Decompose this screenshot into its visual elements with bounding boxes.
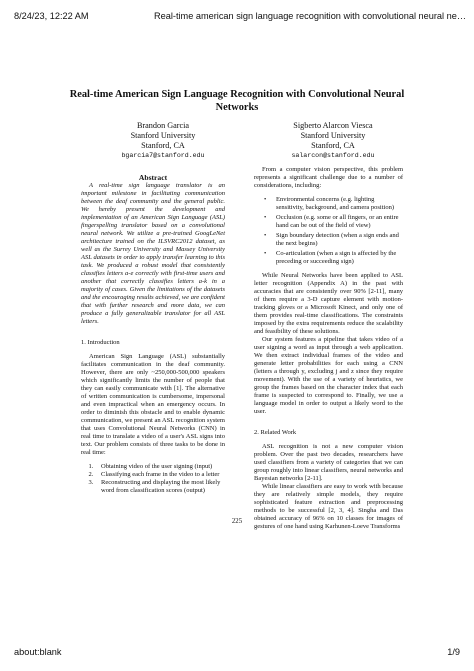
section-heading-introduction: 1. Introduction	[81, 339, 120, 346]
author-block	[258, 121, 408, 161]
intro-paragraph: While Neural Networks have been applied to ASL letter recognition (Appendix A) in the past with accuracies that are consistently over 90% [2-11], many of them require a 3-D capture element with motion-tracking gloves or a Microsoft Kinect, and only one of them provides real-time classifications. The constraints imposed by the extra requirements reduce the scalability and feasibility of these solutions.	[254, 272, 403, 335]
author-block	[88, 121, 238, 161]
abstract-text: A real-time sign language translator is an important milestone in facilitating communication between the deaf community and the general public. We hereby present the development and implementation of an American Sign Language (ASL) fingerspelling translator based on a convolutional neural network. We utilize a pre-trained GoogLeNet architecture trained on the ILSVRC2012 dataset, as well as the Surrey University and Massey University ASL datasets in order to apply transfer learning to this task. We produced a robust model that consistently classifies letters a-e correctly with first-time users and another that correctly classifies letters a-k in a majority of cases. Given the limitations of the datasets and the encouraging results achieved, we are confident that with further research and more data, we can produce a fully generalizable translator for all ASL letters.	[81, 182, 225, 325]
left-column	[81, 174, 225, 495]
related-work-paragraph: ASL recognition is not a new computer vision problem. Over the past two decades, researchers have used classifiers from a variety of categories that we can group roughly into linear classifiers, neural networks and Bayesian networks [2-11].	[254, 443, 403, 482]
browser-print-header	[14, 11, 467, 23]
author-name: Brandon Garcia	[136, 121, 190, 130]
author-name: Sigberto Alarcon Viesca	[293, 121, 373, 130]
author-affiliation: Stanford University	[130, 131, 196, 140]
bullet-icon: •	[264, 232, 267, 239]
abstract-heading: Abstract	[138, 173, 168, 182]
bullet-icon: •	[264, 196, 267, 203]
right-column	[254, 166, 403, 531]
author-location: Stanford, CA	[141, 141, 185, 150]
consideration-item: • Occlusion (e.g. some or all fingers, or an entire hand can be out of the field of view)	[264, 214, 399, 229]
consideration-item: • Environmental concerns (e.g. lighting sensitivity, background, and camera position)	[264, 196, 394, 211]
author-location: Stanford, CA	[311, 141, 355, 150]
browser-print-footer	[14, 647, 460, 659]
author-email: bgarcia7@stanford.edu	[121, 152, 205, 159]
author-email: salarcon@stanford.edu	[291, 152, 375, 159]
print-datetime: 8/24/23, 12:22 AM	[14, 11, 89, 21]
print-page-title: Real-time american sign language recognition with convolutional neural ne…	[154, 11, 467, 21]
intro-paragraph: From a computer vision perspective, this problem represents a significant challenge due to a number of considerations, including:	[254, 166, 403, 189]
intro-paragraph: American Sign Language (ASL) substantially facilitates communication in the deaf community. However, there are only ~250,000-500,000 speakers which significantly limits the number of people that they can easily communicate with [1]. The alternative of written communication is cumbersome, impersonal and even impractical when an emergency occurs. In order to diminish this obstacle and to enable dynamic communication, we present an ASL recognition system that uses Convolutional Neural Networks (CNN) in real time to translate a video of a user's ASL signs into text. Our problem consists of three tasks to be done in real time:	[81, 353, 225, 456]
paper-title: Real-time American Sign Language Recognition with Convolutional Neural Networks	[69, 89, 405, 113]
bullet-icon: •	[264, 214, 267, 221]
section-heading-related-work: 2. Related Work	[254, 429, 297, 436]
author-affiliation: Stanford University	[300, 131, 366, 140]
print-url: about:blank	[14, 647, 62, 657]
task-item: 1. Obtaining video of the user signing (input)	[95, 463, 225, 471]
consideration-item: • Sign boundary detection (when a sign ends and the next begins)	[264, 232, 399, 247]
intro-paragraph: Our system features a pipeline that takes video of a user signing a word as input through a web application. We then extract individual frames of the video and generate letter probabilities for each using a CNN (letters a through y, excluding j and z since they require movement). With the use of a variety of heuristics, we group the frames based on the character index that each frame is suspected to correspond to. Finally, we use a language model in order to output a likely word to the user.	[254, 336, 403, 415]
task-item: 2. Classifying each frame in the video to a letter	[95, 471, 225, 479]
bullet-icon: •	[264, 250, 267, 257]
print-page-indicator: 1/9	[447, 647, 460, 657]
task-item: 3. Reconstructing and displaying the most likely word from classification scores (output)	[95, 479, 225, 495]
paper-page-number: 225	[231, 518, 243, 525]
consideration-item: • Co-articulation (when a sign is affected by the preceding or succeeding sign)	[264, 250, 397, 265]
related-work-paragraph: While linear classifiers are easy to work with because they are relatively simple models, they require sophisticated feature extraction and preprocessing methods to be successful [2, 3, 4]. Singha and Das obtained accuracy of 96% on 10 classes for images of gestures of one hand using Karhunen-Loeve Transforms	[254, 483, 403, 530]
consideration-list	[254, 196, 403, 266]
task-list	[81, 463, 225, 495]
